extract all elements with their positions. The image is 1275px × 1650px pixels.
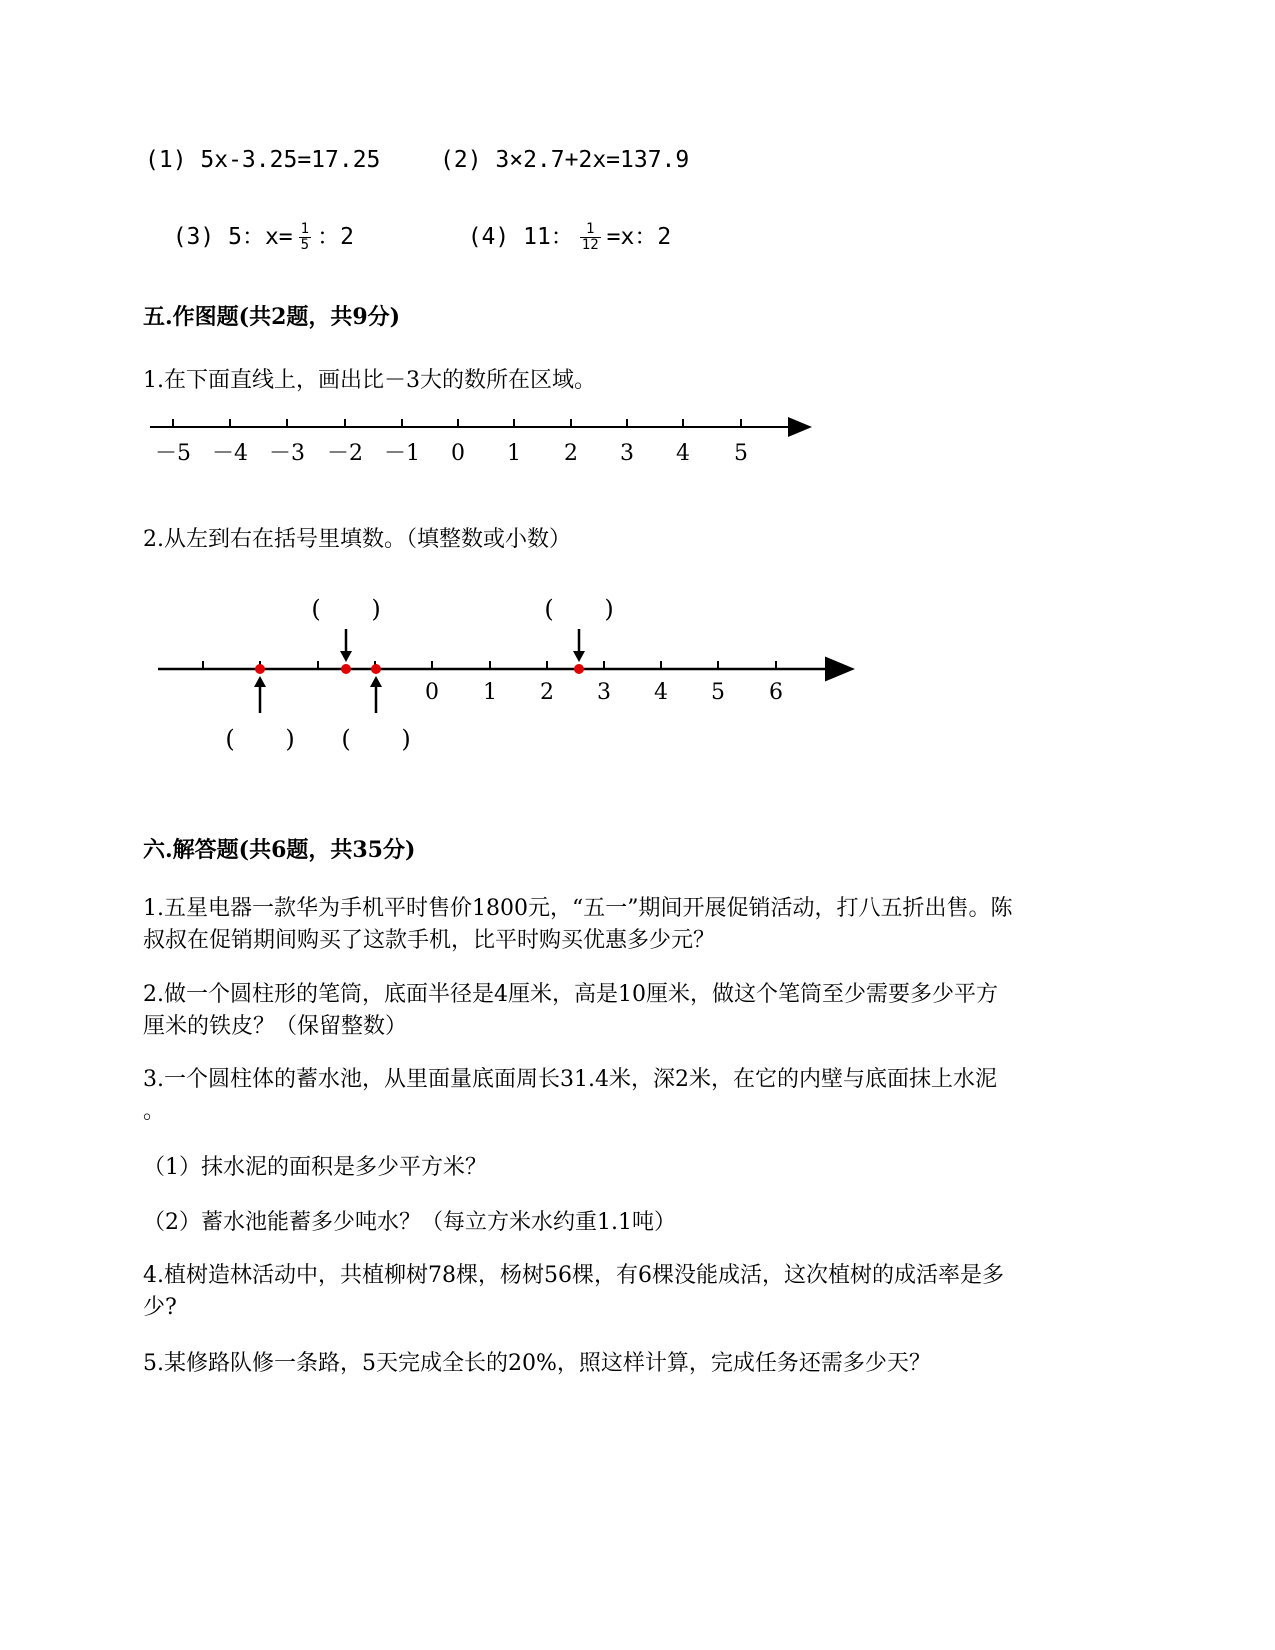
equation-4-prefix: (4) 11： xyxy=(467,224,574,250)
arrow-head xyxy=(370,676,382,687)
arrow-head xyxy=(573,651,585,662)
tick-label: 2 xyxy=(540,680,554,705)
section-6-question-5: 5.某修路队修一条路，5天完成全长的20%，照这样计算，完成任务还需多少天？ xyxy=(143,1351,931,1376)
section-6-question-4 xyxy=(143,1260,1103,1324)
section-6-heading: 六.解答题(共6题，共35分) xyxy=(143,837,416,863)
fraction-denominator: 5 xyxy=(300,237,310,253)
section-6-question-3 xyxy=(143,1064,1103,1128)
question-line: 叔叔在促销期间购买了这款手机，比平时购买优惠多少元？ xyxy=(143,928,716,953)
question-line: 1.五星电器一款华为手机平时售价1800元，“五一”期间开展促销活动，打八五折出售。陈 xyxy=(143,896,1013,921)
question-line: 。 xyxy=(143,1099,166,1124)
section-6-question-3-sub-1: （1）抹水泥的面积是多少平方米？ xyxy=(143,1155,487,1180)
tick-label: 1 xyxy=(507,441,521,466)
question-line: 3.一个圆柱体的蓄水池，从里面量底面周长31.4米，深2米，在它的内壁与底面抹上水泥 xyxy=(143,1067,997,1092)
question-line: 2.做一个圆柱形的笔筒，底面半径是4厘米，高是10厘米，做这个笔筒至少需要多少平方 xyxy=(143,982,998,1007)
blank-paren-right: ) xyxy=(371,595,381,623)
equation-3 xyxy=(145,192,354,253)
blank-paren-right: ) xyxy=(604,595,614,623)
tick-label: －2 xyxy=(327,441,363,466)
blank-paren-left: ( xyxy=(225,725,235,753)
equation-4-suffix: =x：2 xyxy=(606,224,672,250)
fraction xyxy=(299,222,311,253)
blank-paren-right: ) xyxy=(401,725,411,753)
tick-label: －4 xyxy=(212,441,248,466)
arrow-head xyxy=(254,676,266,687)
tick-label: 6 xyxy=(769,680,783,705)
equation-3-prefix: (3) 5：x= xyxy=(172,224,293,250)
number-line-2 xyxy=(150,585,860,765)
tick-label: 0 xyxy=(451,441,465,466)
tick-label: 3 xyxy=(620,441,634,466)
fraction-numerator: 1 xyxy=(300,221,310,237)
marked-point xyxy=(255,664,265,674)
question-line: 4.植树造林活动中，共植柳树78棵，杨树56棵，有6棵没能成活，这次植树的成活率是多 xyxy=(143,1263,1004,1288)
tick-label: 0 xyxy=(425,680,439,705)
equation-1: (1) 5x-3.25=17.25 xyxy=(145,147,381,173)
tick-label: 1 xyxy=(483,680,497,705)
fraction xyxy=(580,222,601,253)
arrow-head xyxy=(340,651,352,662)
tick-label: －3 xyxy=(269,441,305,466)
marked-point xyxy=(371,664,381,674)
equation-4 xyxy=(440,192,671,253)
tick-label: －1 xyxy=(384,441,420,466)
tick-label: 5 xyxy=(734,441,748,466)
fraction-numerator: 1 xyxy=(580,222,601,238)
tick-label: 4 xyxy=(654,680,668,705)
equation-3-suffix: ：2 xyxy=(317,224,354,250)
tick-label: 2 xyxy=(564,441,578,466)
blank-paren-left: ( xyxy=(311,595,321,623)
marked-point xyxy=(574,664,584,674)
question-line: 厘米的铁皮？（保留整数） xyxy=(143,1014,408,1039)
tick-label: －5 xyxy=(155,441,191,466)
section-5-question-1: 1.在下面直线上，画出比－3大的数所在区域。 xyxy=(143,368,596,393)
section-5-question-2: 2.从左到右在括号里填数。（填整数或小数） xyxy=(143,527,571,552)
section-5-heading: 五.作图题(共2题，共9分) xyxy=(143,304,401,330)
section-6-question-3-sub-2: （2）蓄水池能蓄多少吨水？（每立方米水约重1.1吨） xyxy=(143,1210,676,1235)
question-line: 少? xyxy=(143,1295,177,1320)
number-line-1 xyxy=(140,405,820,475)
marked-point xyxy=(341,664,351,674)
tick-label: 3 xyxy=(597,680,611,705)
blank-paren-left: ( xyxy=(544,595,554,623)
equation-2: (2) 3×2.7+2x=137.9 xyxy=(440,147,690,173)
section-6-question-1 xyxy=(143,893,1103,957)
blank-paren-right: ) xyxy=(285,725,295,753)
fraction-denominator: 12 xyxy=(581,237,599,253)
section-6-question-2 xyxy=(143,979,1103,1043)
tick-label: 4 xyxy=(676,441,690,466)
tick-label: 5 xyxy=(711,680,725,705)
blank-paren-left: ( xyxy=(341,725,351,753)
